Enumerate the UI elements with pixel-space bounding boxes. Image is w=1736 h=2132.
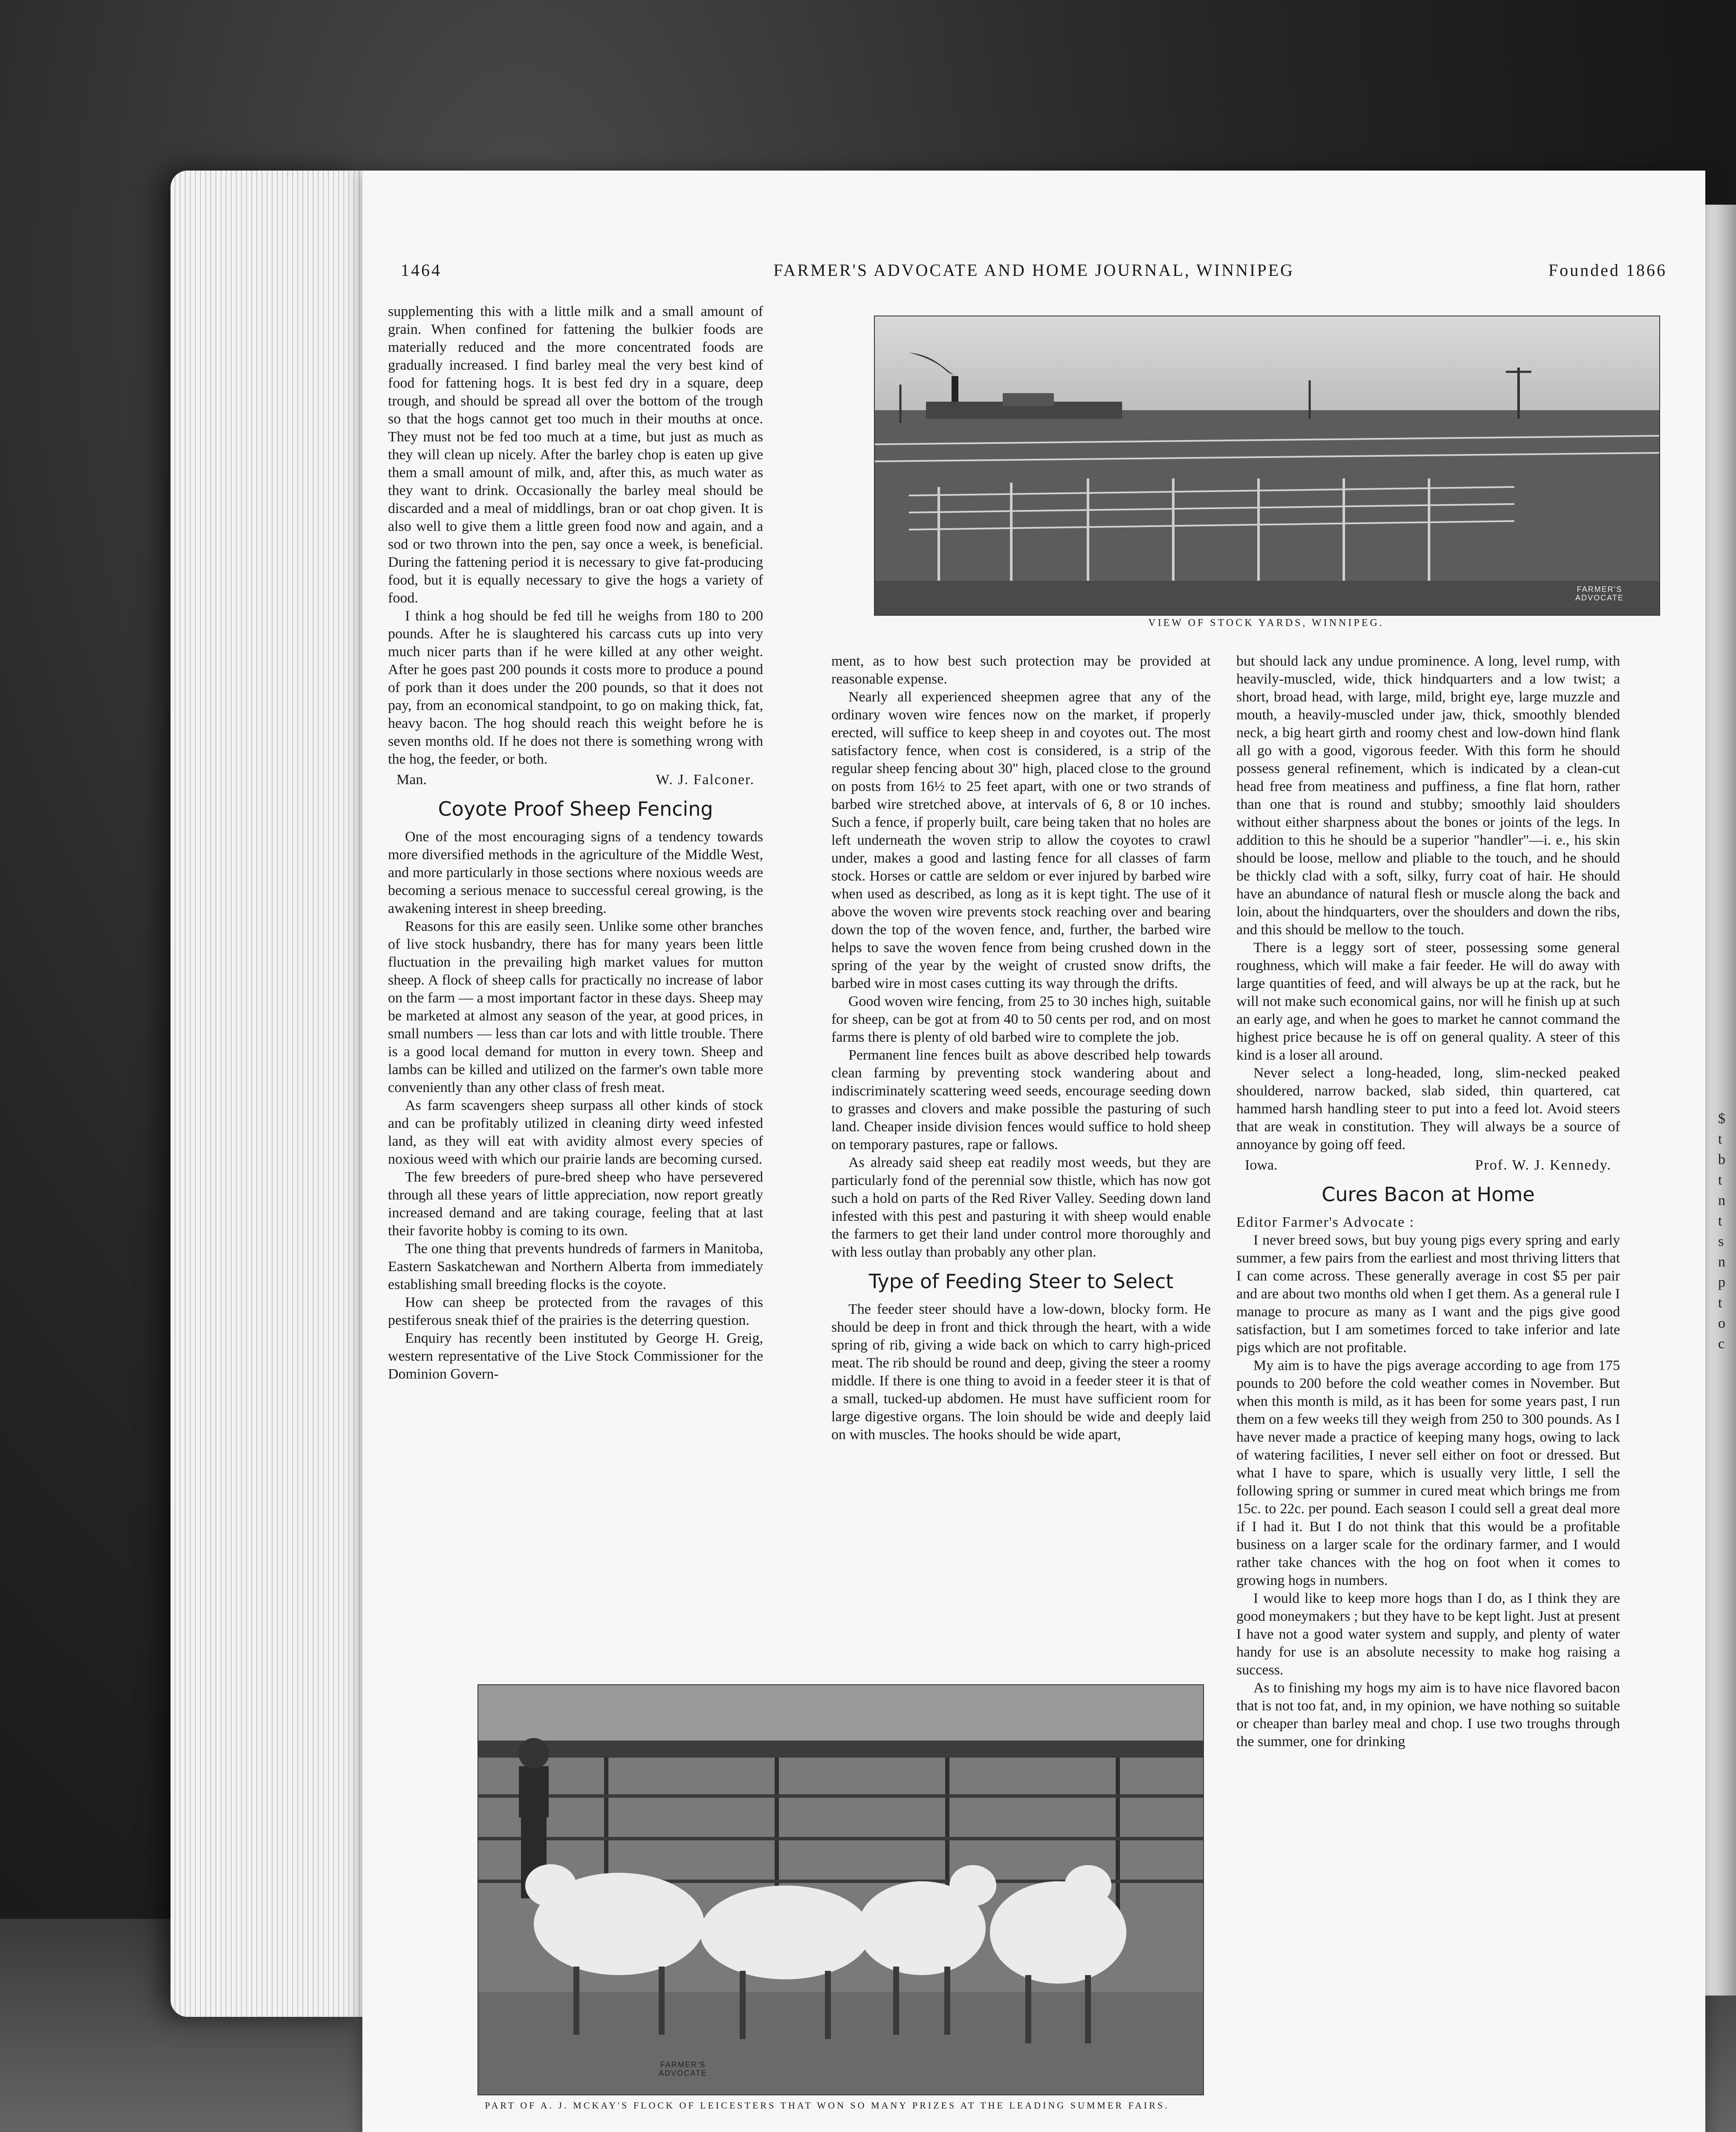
paragraph: How can sheep be protected from the ravages of this pestiferous sneak thief of the prairies is the deterring question. [388,1295,763,1328]
paragraph: The one thing that prevents hundreds of farmers in Manitoba, Eastern Saskatchewan and Northern Alberta from immediately establishing small breeding flocks is the coyote. [388,1241,763,1292]
signature [396,771,755,789]
column-3 [1236,652,1620,2132]
article-heading: Type of Feeding Steer to Select [868,1270,1174,1293]
column-1 [388,303,763,1663]
column-2 [831,652,1211,1663]
paragraph: Permanent line fences built as above described help towards clean farming by preventing stock wandering about and indiscriminately scattering weed seeds, encourage seeding down to grasses and clovers and make possible the pasturing of such land. Cheaper inside division fences would suffice to hold sheep on temporary pastures, rape or fallows. [831,1047,1211,1153]
paragraph: Enquiry has recently been instituted by George H. Greig, western representative of the Live Stock Commissioner for the Dominion Govern- [388,1330,763,1382]
paragraph: As to finishing my hogs my aim is to have nice flavored bacon that is not too fat, and, in my opinion, we have nothing so suitable or cheaper than barley meal and chop. I use two troughs through the summer, one for drinking [1236,1680,1620,1750]
photo-watermark: FARMER'S ADVOCATE [1575,585,1624,602]
paragraph: I think a hog should be fed till he weighs from 180 to 200 pounds. After he is slaughtered his carcass cuts up into very much nicer parts than if he were killed at any other weight. After he goes past 200 pounds it costs more to produce a pound of pork than it does under the 200 pounds, so that it does not pay, from an economical standpoint, to go on making thick, fat, heavy bacon. The hog should reach this weight before he is seven months old. If he does not there is something wrong with the hog, the feeder, or both. [388,608,763,767]
signature-place: Man. [396,772,427,788]
signature-place: Iowa. [1245,1157,1278,1173]
sheep-flock-caption: PART OF A. J. MCKAY'S FLOCK OF LEICESTERS THAT WON SO MANY PRIZES AT THE LEADING SUMMER FAIRS. [485,2100,1169,2111]
facing-page-cropped-text: $ t b t n t s n p t o c [1718,1111,1725,1352]
running-header [401,260,1667,290]
paragraph: The few breeders of pure-bred sheep who have persevered through all these years of little appreciation, now report greatly increased demand and are taking courage, feeling that at last their favorite hobby is coming to its own. [388,1169,763,1239]
article-heading: Coyote Proof Sheep Fencing [438,797,713,820]
paragraph: There is a leggy sort of steer, possessing some general roughness, which will make a fair feeder. He will do away with large quantities of feed, and will always be up at the rack, but he will not make such economical gains, nor will he finish up at such an early age, and when he goes to market he cannot command the highest price because he is off on general quality. A steer of this kind is a loser all around. [1236,940,1620,1063]
book-page-edges [171,171,362,2017]
stock-yards-photo [874,316,1660,616]
signature-name: Prof. W. J. Kennedy. [1475,1157,1612,1173]
paragraph: As already said sheep eat readily most weeds, but they are particularly fond of the perennial sow thistle, which has now got such a hold on parts of the Red River Valley. Seeding down land infested with this pest and pasturing it with sheep would enable the farmers to get their land under control more thoroughly and with less outlay than probably any other plan. [831,1155,1211,1260]
paragraph: ment, as to how best such protection may be provided at reasonable expense. [831,653,1211,687]
editor-salutation: Editor Farmer's Advocate : [1236,1214,1415,1230]
paragraph: As farm scavengers sheep surpass all other kinds of stock and can be profitably utilized in cleaning dirty weed infested land, as they will eat with avidity almost every species of noxious weed with which our prairie lands are becoming cursed. [388,1098,763,1167]
signature [1245,1156,1612,1174]
paragraph: Good woven wire fencing, from 25 to 30 inches high, suitable for sheep, can be got at from 40 to 50 cents per rod, and on most farms there is plenty of old barbed wire to complete the job. [831,994,1211,1045]
paragraph: Reasons for this are easily seen. Unlike some other branches of live stock husbandry, there has for many years been little fluctuation in the prevailing high market values for mutton sheep. A flock of sheep calls for practically no increase of labor on the farm — a most important factor in these days. Sheep may be marketed at almost any season of the year, at good prices, in small numbers — less than car lots and with little trouble. There is a good local demand for mutton in every town. Sheep and lambs can be killed and utilized on the farmer's own table more conveniently than any other class of fresh meat. [388,918,763,1095]
photo-watermark: FARMER'S ADVOCATE [659,2060,707,2077]
paragraph: One of the most encouraging signs of a tendency towards more diversified methods in the agriculture of the Middle West, and more particularly in those sections where noxious weeds are becoming a serious menace to successful cereal growing, is the awakening interest in sheep breeding. [388,829,763,916]
paragraph: My aim is to have the pigs average according to age from 175 pounds to 200 before the cold weather comes in November. But when this month is mild, as it has been for some years past, I run them on a few weeks till they weigh from 250 to 300 pounds. As I have never made a practice of keeping many hogs, owing to lack of watering facilities, I never sell either on foot or dressed. But what I have to spare, which is usually very little, I sell the following spring or summer in cured meat which brings me from 15c. to 22c. per pound. Each season I could sell a great deal more if I had it. But I do not think that this would be a profitable business on a larger scale for the ordinary farmer, and I would rather take chances with the hog on foot when it comes to growing hogs in numbers. [1236,1358,1620,1588]
paragraph: The feeder steer should have a low-down, blocky form. He should be deep in front and thick through the heart, with a wide spring of rib, giving a wide back on which to carry high-priced meat. The rib should be round and deep, giving the steer a roomy middle. If there is one thing to avoid in a feeder steer it is that of a small, tucked-up abdomen. He must have sufficient room for large digestive organs. The loin should be wide and deeply laid on with muscles. The hooks should be wide apart, [831,1301,1211,1443]
paragraph: I never breed sows, but buy young pigs every spring and early summer, a few pairs from the earliest and most thriving litters that I can come across. These generally average in cost $5 per pair and are about two months old when I get them. As a general rule I manage to procure as many as I want and the pigs give good satisfaction, but I am sometimes forced to take inferior and late pigs which are not profitable. [1236,1232,1620,1356]
signature-name: W. J. Falconer. [656,772,755,788]
paragraph: supplementing this with a little milk and a small amount of grain. When confined for fattening the bulkier foods are materially reduced and the more concentrated foods are gradually increased. I find barley meal the very best kind of food for fattening hogs. It is best fed dry in a square, deep trough, and should be spread all over the bottom of the trough so that the hogs cannot get too much in their mouths at once. They must not be fed too much at a time, but just as much as they will clean up nicely. After the barley chop is eaten up give them a small amount of milk, and, after this, as much water as they want to drink. Occasionally the barley meal should be discarded and a meal of middlings, bran or oat chop given. It is also well to give them a little green food now and again, and a sod or two thrown into the pen, say once a week, is beneficial. During the fattening period it is necessary to give fat-producing food, but it is equally necessary to give the hogs a variety of food. [388,304,763,606]
sheep-flock-illustration [478,1685,1203,2094]
stock-yards-illustration [875,316,1659,615]
paragraph: Never select a long-headed, long, slim-necked peaked shouldered, narrow backed, slab sided, thin quartered, cat hammed harsh handling steer to put into a feed lot. Avoid steers that are weak in constitution. They will always be a source of annoyance by going off feed. [1236,1065,1620,1153]
founded-year: Founded 1866 [1548,261,1667,280]
paragraph: I would like to keep more hogs than I do, as I think they are good moneymakers ; but they have to be kept light. Just at present I have not a good water system and supply, and plenty of water handy for use is an absolute necessity to make hog raising a success. [1236,1590,1620,1678]
article-heading: Cures Bacon at Home [1322,1183,1535,1206]
paragraph: Nearly all experienced sheepmen agree that any of the ordinary woven wire fences now on the market, if properly erected, will suffice to keep sheep in and coyotes out. The most satisfactory fence, when cost is considered, is a strip of the regular sheep fencing about 30" high, placed close to the ground on posts from 16½ to 25 feet apart, with one or two strands of barbed wire stretched above, at intervals of 6, 8 or 10 inches. Such a fence, if properly built, care being taken that no holes are left underneath the woven strip to allow the coyotes to crawl under, makes a good and lasting fence for all classes of farm stock. Horses or cattle are seldom or ever injured by barbed wire when used as described, as long as it is kept tight. The use of it above the woven wire prevents stock reaching over and bearing down the top of the woven fence, and, further, the barbed wire helps to save the woven fence from being crushed down in the spring of the year by the weight of crusted snow drifts, the barbed wire in most cases cutting its way through the drifts. [831,689,1211,991]
paragraph: but should lack any undue prominence. A long, level rump, with heavily-muscled, wide, thick hindquarters and a low twist; a short, broad head, with large, mild, bright eye, large muzzle and mouth, a heavily-muscled under jaw, thick, smoothly blended neck, a big heart girth and roomy chest and low-down hind flank all go with a good, vigorous feeder. With this form he should possess general refinement, which is indicated by a clean-cut head free from meatiness and puffiness, a fine flat horn, rather than one that is round and stubby; smoothly laid shoulders without either sharpness about the bones or joints of the legs. In addition to this he should be a superior "handler"—i. e., his skin should be loose, mellow and pliable to the touch, and he should be thickly clad with a soft, silky, furry coat of hair. He should have an abundance of natural flesh or muscle along the back and loin, about the hindquarters, over the shoulders and down the ribs, and this should be mellow to the touch. [1236,653,1620,938]
journal-title: FARMER'S ADVOCATE AND HOME JOURNAL, WINNIPEG [773,261,1294,280]
stock-yards-caption: VIEW OF STOCK YARDS, WINNIPEG. [1148,617,1384,629]
magazine-page [362,171,1705,2132]
sheep-flock-photo [477,1684,1204,2095]
page-number: 1464 [401,261,442,280]
